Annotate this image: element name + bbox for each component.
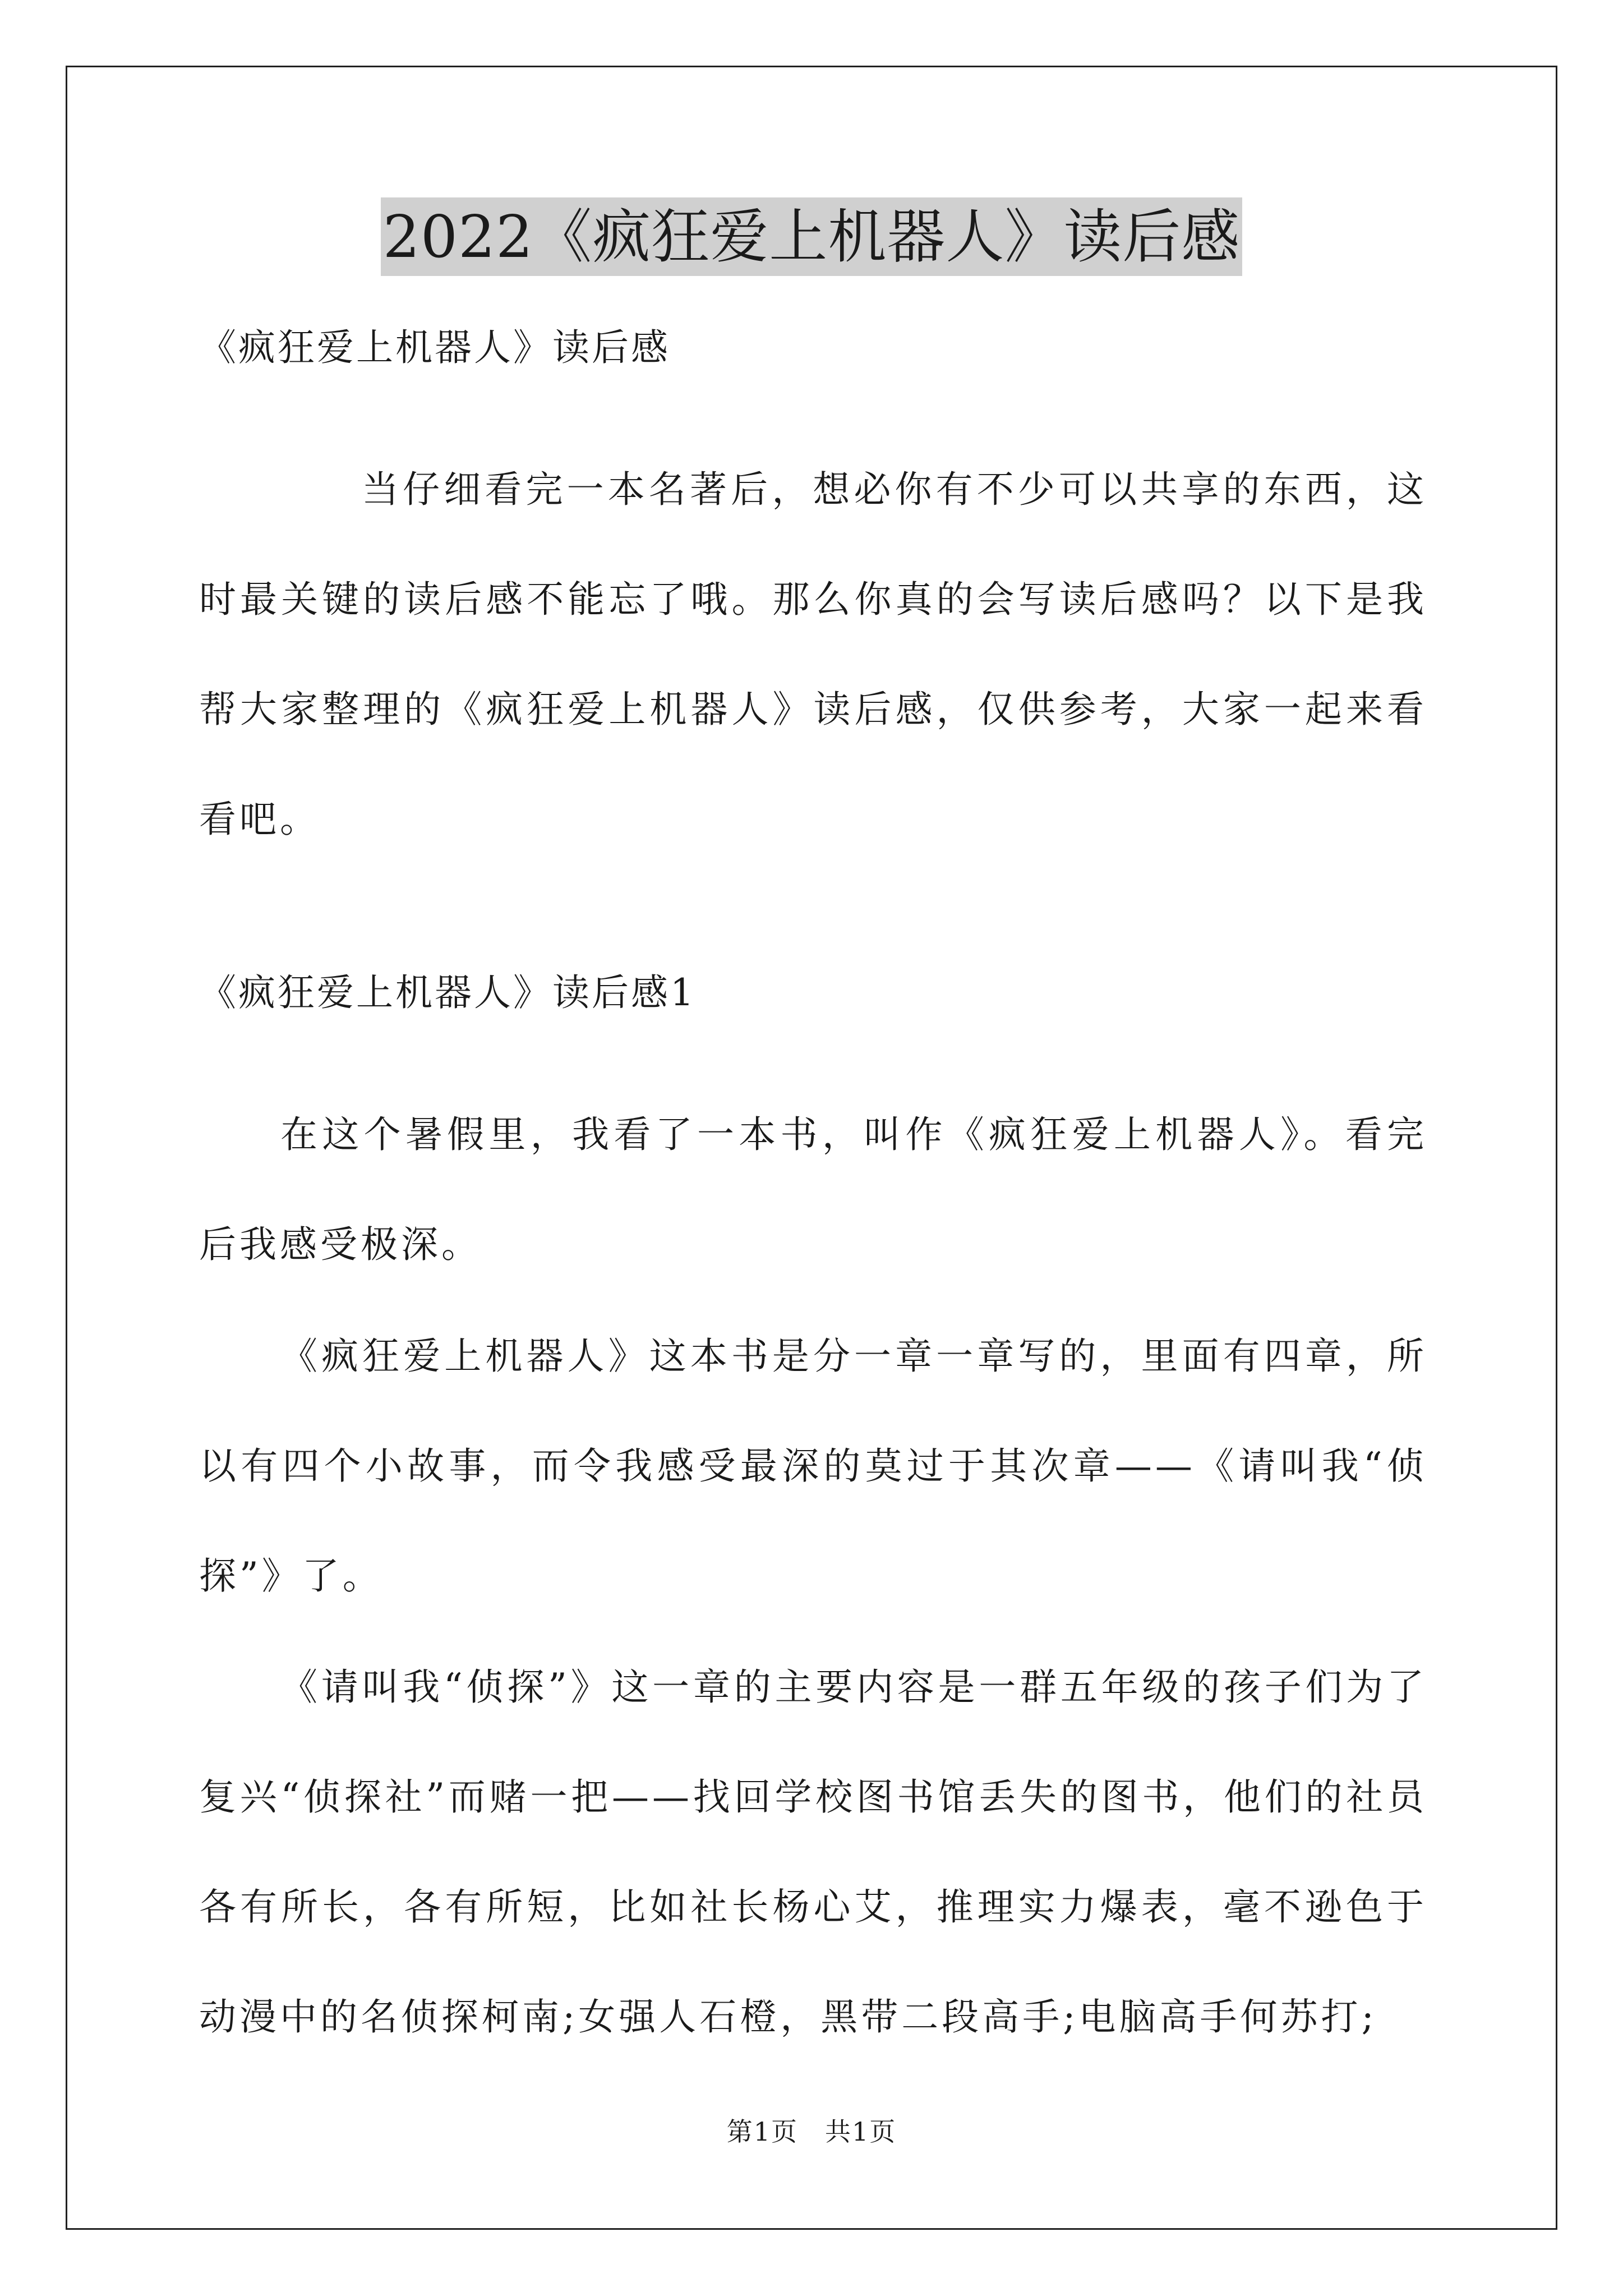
intro-paragraph: 当仔细看完一本名著后，想必你有不少可以共享的东西，这时最关键的读后感不能忘了哦。那么你真的会写读后感吗？以下是我帮大家整理的《疯狂爱上机器人》读后感，仅供参考，大家一起来看看吧。 <box>199 468 1427 841</box>
body-paragraph-3: 《请叫我“侦探”》这一章的主要内容是一群五年级的孩子们为了复兴“侦探社”而赌一把——找回学校图书馆丢失的图书，他们的社员各有所长，各有所短，比如社长杨心艾，推理实力爆表，毫不逊色于动漫中的名侦探柯南;女强人石橙，黑带二段高手;电脑高手何苏打; <box>199 1665 1427 2039</box>
title-container <box>0 197 1623 276</box>
document-title: 2022《疯狂爱上机器人》读后感 <box>381 197 1243 276</box>
page-footer: 第1页 共1页 <box>726 2116 897 2147</box>
body-paragraph-1: 在这个暑假里，我看了一本书，叫作《疯狂爱上机器人》。看完后我感受极深。 <box>199 1113 1427 1266</box>
body-paragraph-2: 《疯狂爱上机器人》这本书是分一章一章写的，里面有四章，所以有四个小故事，而令我感受最深的莫过于其次章——《请叫我“侦探”》了。 <box>199 1335 1427 1598</box>
intro-heading: 《疯狂爱上机器人》读后感 <box>199 326 670 369</box>
section-heading: 《疯狂爱上机器人》读后感1 <box>199 971 696 1014</box>
